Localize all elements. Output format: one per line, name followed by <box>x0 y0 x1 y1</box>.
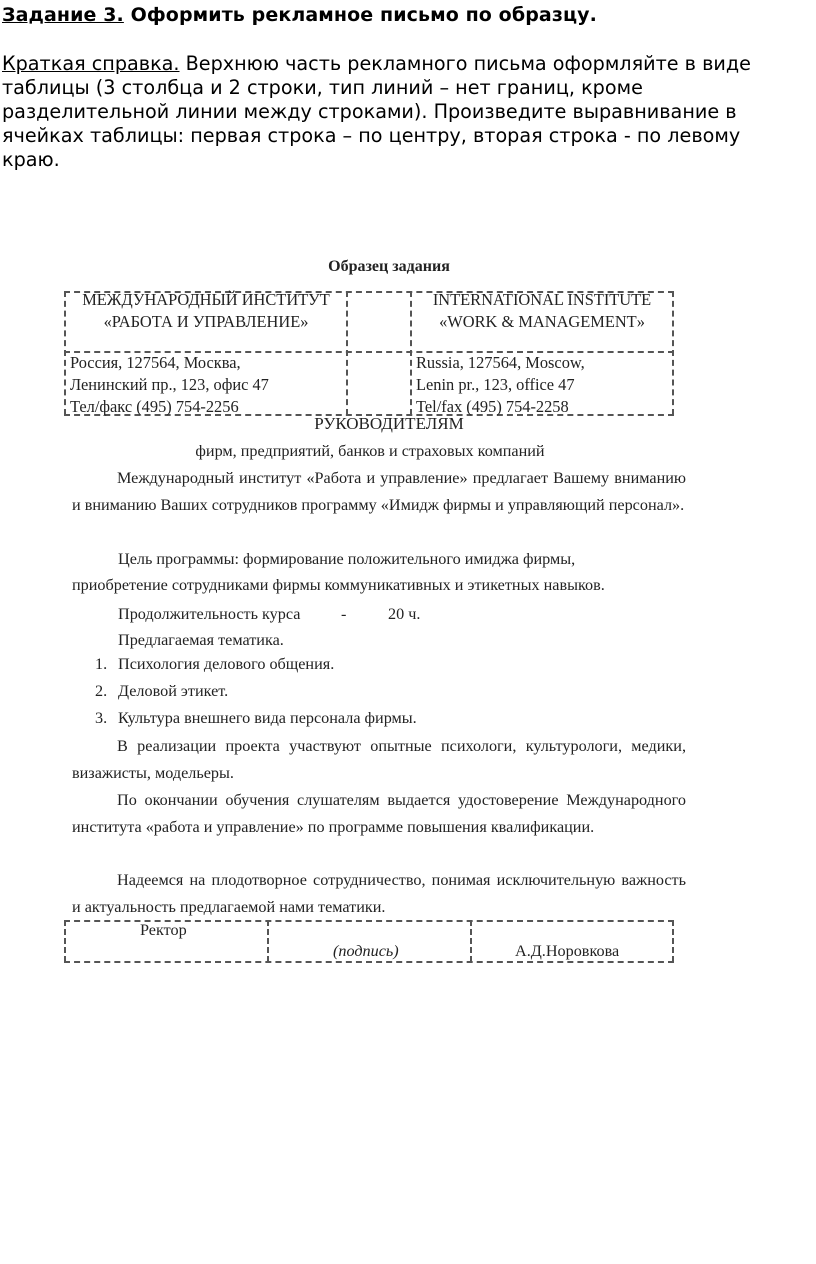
address-ru-line-2: Ленинский пр., 123, офис 47 <box>70 375 269 394</box>
table-cell-address-ru <box>70 352 346 418</box>
topic-number: 3. <box>95 709 108 727</box>
topic-item: Психология делового общения. <box>118 655 335 673</box>
addressee: РУКОВОДИТЕЛЯМ <box>314 414 464 433</box>
signature-border-left <box>64 920 66 962</box>
institute-en-line-1: INTERNATIONAL INSTITUTE <box>432 290 652 309</box>
task-heading: Оформить рекламное письмо по образцу. <box>123 4 597 26</box>
institute-ru-line-2: «РАБОТА И УПРАВЛЕНИЕ» <box>103 312 309 331</box>
paragraph-closing: Надеемся на плодотворное сотрудничество, понимая исключительную важность и актуальность предлагаемой нами тематики. <box>72 871 686 916</box>
table-column-divider-1 <box>346 291 348 415</box>
paragraph-offer: Международный институт «Работа и управление» предлагает Вашему вниманию и вниманию Ваших сотрудников программу «Имидж фирмы и управляющий персонал». <box>72 469 686 514</box>
brief-label: Краткая справка. <box>2 52 180 75</box>
paragraph-goal-line-2: приобретение сотрудниками фирмы коммуникативных и этикетных навыков. <box>72 576 605 594</box>
signature-border-right <box>672 920 674 962</box>
addressee-sub: фирм, предприятий, банков и страховых компаний <box>195 442 545 460</box>
signature-border-bottom <box>64 961 674 963</box>
address-en-line-3: Tel/fax (495) 754-2258 <box>416 397 569 416</box>
sample-title: Образец задания <box>328 258 450 275</box>
duration-value: 20 ч. <box>388 605 421 623</box>
table-border-right <box>672 291 674 415</box>
topic-item: Деловой этикет. <box>118 682 229 700</box>
brief-text: Верхнюю часть рекламного письма оформляйте в виде таблицы (3 столбца и 2 строки, тип линий – нет границ, кроме разделительной линии между строками). Произведите выравнивание в ячейках таблицы: первая строка – по центру, вторая строка - по левому краю. <box>2 52 751 171</box>
topic-number: 2. <box>95 682 108 700</box>
paragraph-certificate: По окончании обучения слушателям выдается удостоверение Международного института «работа и управление» по программе повышения квалификации. <box>72 791 686 836</box>
duration-dash: - <box>341 605 347 623</box>
topic-item: Культура внешнего вида персонала фирмы. <box>118 709 417 727</box>
signature-placeholder: (подпись) <box>333 942 399 960</box>
task-title <box>2 4 597 26</box>
institute-en-line-2: «WORK & MANAGEMENT» <box>439 312 645 331</box>
signature-divider-2 <box>470 920 472 962</box>
topics-label: Предлагаемая тематика. <box>118 631 284 649</box>
task-number: Задание 3. <box>2 4 124 26</box>
signature-name: А.Д.Норовкова <box>515 942 620 960</box>
task-brief <box>2 52 802 172</box>
signature-divider-1 <box>267 920 269 962</box>
signature-position: Ректор <box>140 921 187 939</box>
paragraph-participants: В реализации проекта участвуют опытные психологи, культурологи, медики, визажисты, модельеры. <box>72 737 686 782</box>
institute-ru-line-1: МЕЖДУНАРОДНЫЙ ИНСТИТУТ <box>82 290 330 309</box>
table-cell-institute-en <box>412 289 672 333</box>
address-en-line-2: Lenin pr., 123, office 47 <box>416 375 575 394</box>
address-ru-line-1: Россия, 127564, Москва, <box>70 353 241 372</box>
topic-number: 1. <box>95 655 108 673</box>
duration-label: Продолжительность курса <box>118 605 301 623</box>
table-cell-address-en <box>416 352 672 418</box>
paragraph-goal-line-1: Цель программы: формирование положительного имиджа фирмы, <box>118 550 576 568</box>
address-ru-line-3: Тел/факс (495) 754-2256 <box>70 397 239 416</box>
table-cell-institute-ru <box>66 289 346 333</box>
address-en-line-1: Russia, 127564, Moscow, <box>416 353 585 372</box>
